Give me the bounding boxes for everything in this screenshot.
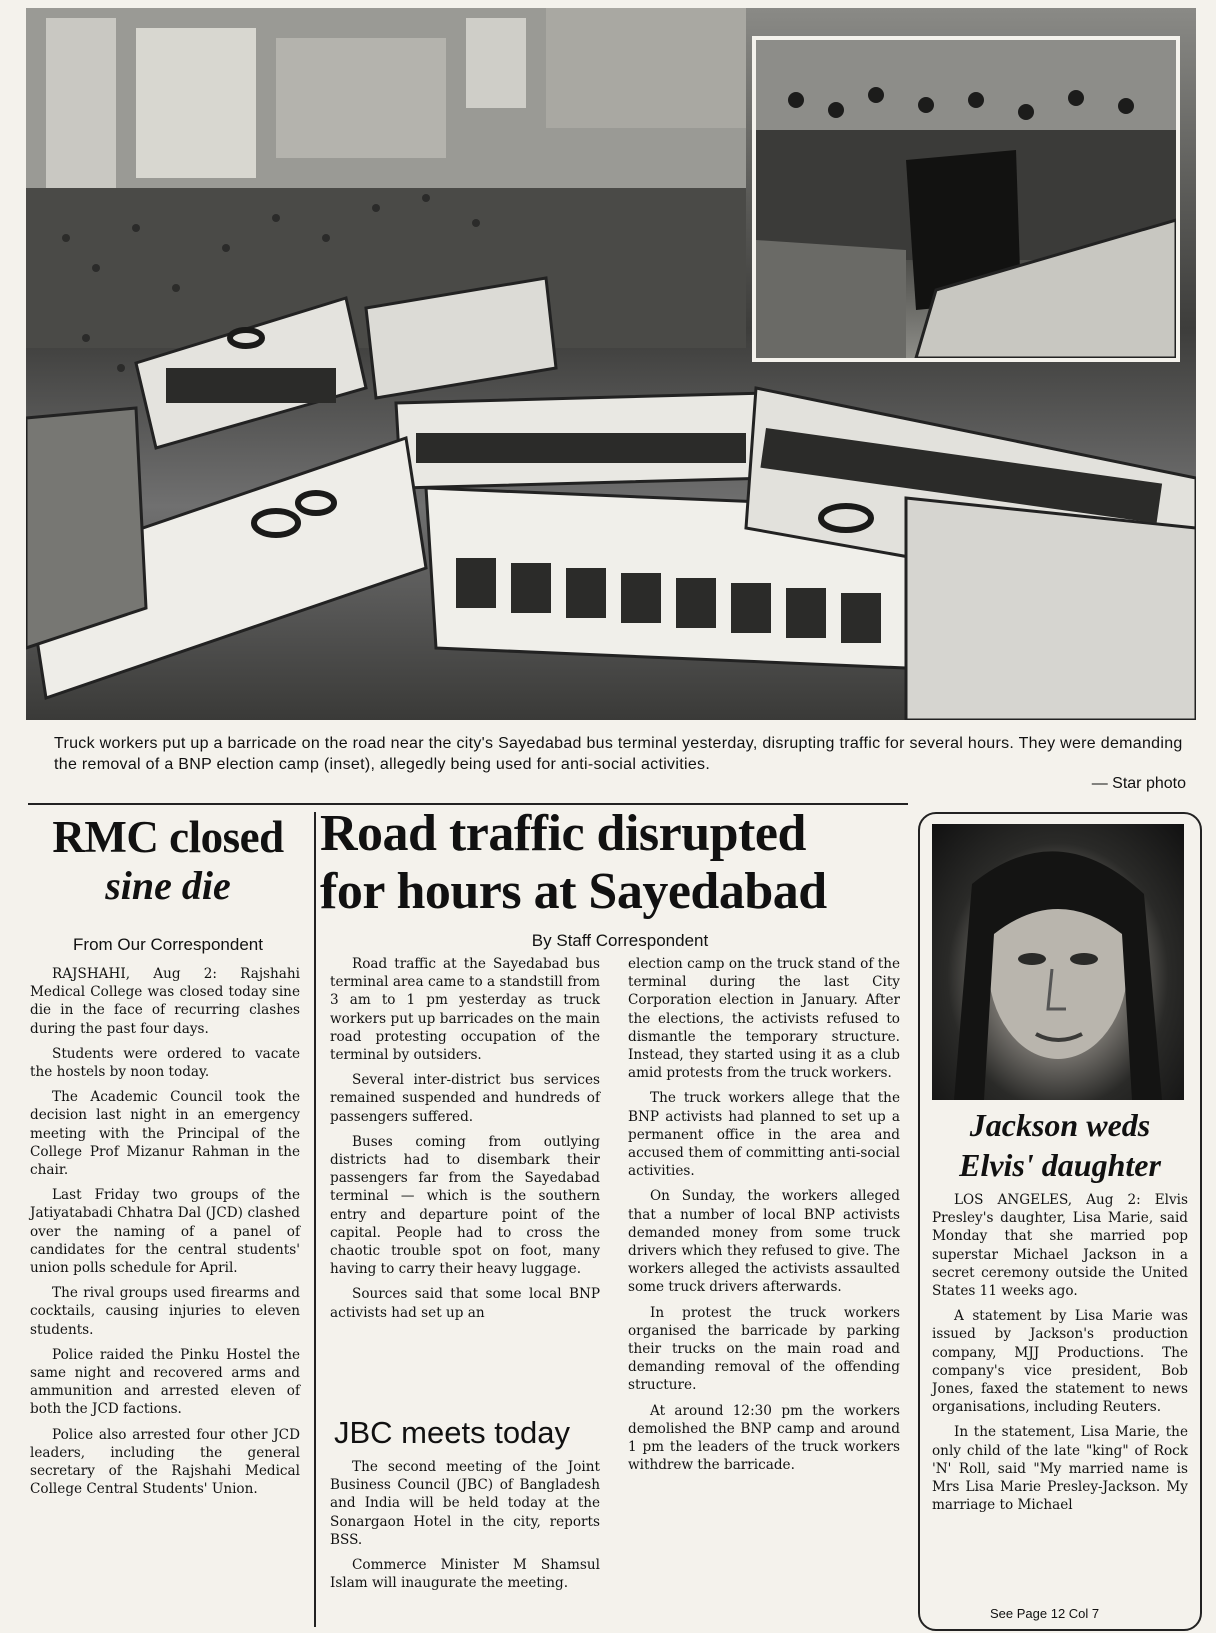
traffic-column-2 (628, 955, 900, 1481)
traffic-paragraph: At around 12:30 pm the workers demolished the BNP camp and around 1 pm the leaders of the truck workers withdrew the barricade. (628, 1402, 900, 1474)
jackson-headline (920, 1105, 1200, 1185)
rmc-paragraph: RAJSHAHI, Aug 2: Rajshahi Medical College was closed today sine die in the face of recurring clashes during the past four days. (30, 966, 300, 1037)
traffic-headline-line-1: Road traffic disrupted (320, 805, 806, 862)
rmc-article-body (30, 965, 300, 1505)
jackson-paragraph: In the statement, Lisa Marie, the only child of the late "king" of Rock 'N' Roll, said "My married name is Mrs Lisa Marie Presley-Jackson. My marriage to Michael (932, 1424, 1188, 1514)
inset-illustration (756, 40, 1176, 358)
inset-photo-election-camp (752, 36, 1180, 362)
traffic-byline: By Staff Correspondent (531, 931, 709, 950)
traffic-headline-line-2: for hours at Sayedabad (320, 863, 827, 920)
jackson-article-body (932, 1191, 1188, 1521)
rmc-paragraph: The rival groups used firearms and cocktails, causing injuries to eleven students. (30, 1285, 300, 1338)
column-divider (314, 812, 316, 1627)
rmc-paragraph: Students were ordered to vacate the hostels by noon today. (30, 1045, 300, 1081)
traffic-paragraph: The truck workers allege that the BNP activists had planned to set up a permanent office in the area and accused them of committing anti-social activities. (628, 1090, 900, 1180)
rmc-paragraph: Police also arrested four other JCD leaders, including the general secretary of the Rajshahi Medical College Central Students' Union. (30, 1426, 300, 1498)
main-news-photo (26, 8, 1196, 720)
rmc-paragraph: Last Friday two groups of the Jatiyatabadi Chhatra Dal (JCD) clashed over the naming of a panel of candidates for the central students' union polls schedule for April. (30, 1187, 300, 1277)
rmc-paragraph: The Academic Council took the decision last night in an emergency meeting with the Principal of the College Prof Mizanur Rahman in the chair. (30, 1089, 300, 1179)
traffic-headline (320, 805, 915, 921)
traffic-paragraph: Road traffic at the Sayedabad bus terminal area came to a standstill from 3 am to 1 pm yesterday as truck workers put up barricades on the main road protesting occupation of the terminal by outsiders. (330, 956, 600, 1064)
rmc-byline: From Our Correspondent (73, 935, 263, 954)
traffic-paragraph: In protest the truck workers organised the barricade by parking their trucks on the main road and demanding removal of the offending structure. (628, 1304, 900, 1394)
rmc-paragraph: Police raided the Pinku Hostel the same night and recovered arms and ammunition and arrested eleven of both the JCD factions. (30, 1346, 300, 1418)
traffic-paragraph: Sources said that some local BNP activists had set up an (330, 1286, 600, 1321)
rmc-headline: RMC closed (52, 812, 284, 862)
portrait-illustration (932, 824, 1184, 1100)
jackson-headline-line-1: Jackson weds (969, 1107, 1151, 1143)
traffic-paragraph: election camp on the truck stand of the terminal during the last City Corporation election in January. After the elections, the activists refused to dismantle the temporary structure. Instead, they started using it as a club amid protests from the truck workers. (628, 956, 900, 1082)
jackson-paragraph: A statement by Lisa Marie was issued by Jackson's production company, MJJ Productions. The company's vice president, Bob Jones, faxed the statement to news organisations, including Reuters. (932, 1308, 1188, 1416)
photo-caption: Truck workers put up a barricade on the road near the city's Sayedabad bus terminal yesterday, disrupting traffic for several hours. They were demanding the removal of a BNP election camp (inset), allegedly being used for anti-social activities. (54, 735, 1183, 773)
michael-jackson-portrait (932, 824, 1184, 1100)
rmc-headline-italic: sine die (105, 863, 231, 908)
jackson-headline-line-2: Elvis' daughter (959, 1147, 1161, 1183)
traffic-paragraph: Buses coming from outlying districts had to disembark their passengers far from the Sayedabad terminal — which is the southern entry and departure point of the capital. People had to cross the chaotic trouble spot on foot, many having to carry their heavy luggage. (330, 1133, 600, 1278)
traffic-column-1 (330, 955, 600, 1329)
jbc-article-body (330, 1458, 600, 1599)
jbc-headline: JBC meets today (334, 1415, 571, 1450)
traffic-paragraph: On Sunday, the workers alleged that a number of local BNP activists demanded money from some truck drivers which they refused to give. The workers alleged the activists assaulted some truck drivers afterwards. (628, 1188, 900, 1296)
jbc-paragraph: The second meeting of the Joint Business Council (JBC) of Bangladesh and India will be held today at the Sonargaon Hotel in the city, reports BSS. (330, 1459, 600, 1548)
continued-reference: See Page 12 Col 7 (990, 1606, 1100, 1621)
jbc-paragraph: Commerce Minister M Shamsul Islam will inaugurate the meeting. (330, 1557, 600, 1592)
traffic-paragraph: Several inter-district bus services remained suspended and hundreds of passengers suffered. (330, 1072, 600, 1125)
photo-credit: — Star photo (1091, 775, 1186, 792)
jackson-paragraph: LOS ANGELES, Aug 2: Elvis Presley's daughter, Lisa Marie, said Monday that she married pop superstar Michael Jackson in a secret ceremony outside the United States 11 weeks ago. (932, 1192, 1188, 1300)
